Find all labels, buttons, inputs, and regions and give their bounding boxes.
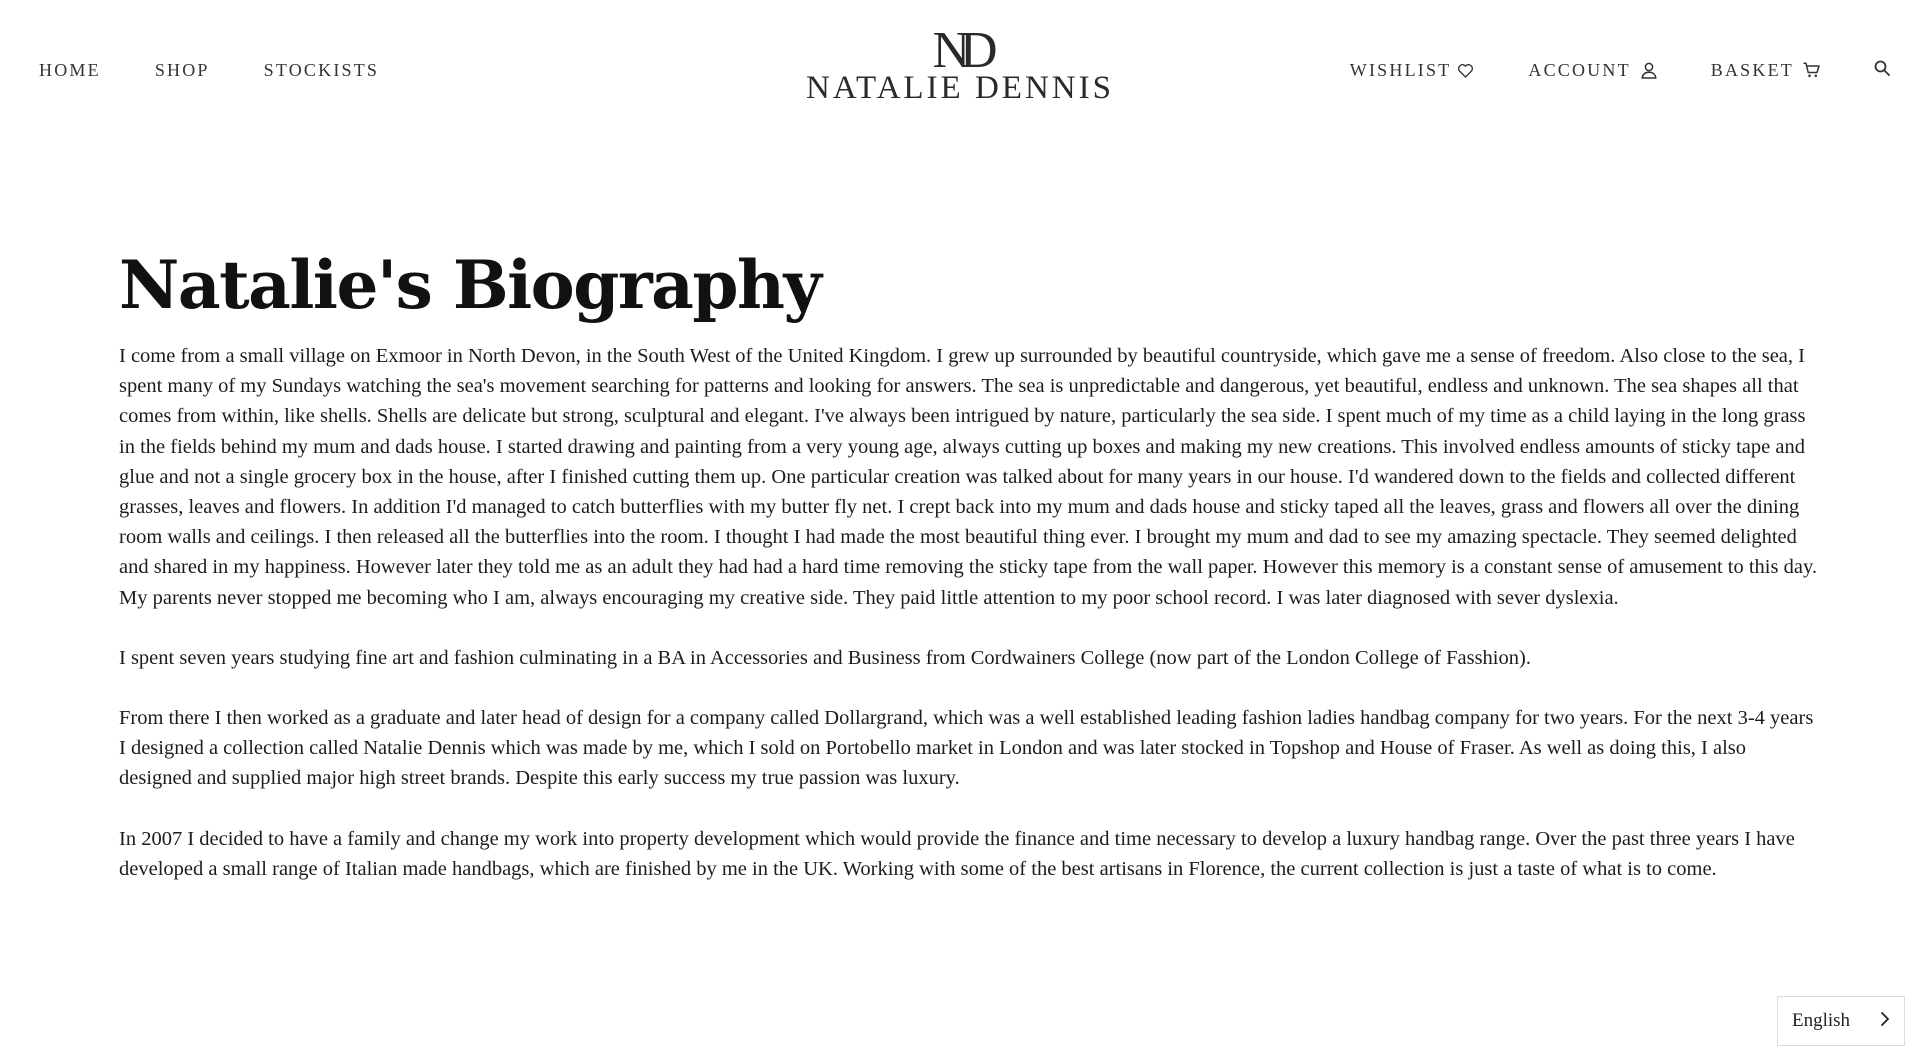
biography-content	[119, 245, 1819, 914]
heart-icon	[1457, 63, 1474, 78]
search-button[interactable]	[1874, 60, 1890, 81]
svg-text:ND: ND	[932, 26, 988, 72]
language-selector[interactable]	[1777, 996, 1905, 1046]
wishlist-label: WISHLIST	[1349, 60, 1452, 80]
bio-paragraph: I come from a small village on Exmoor in North Devon, in the South West of the United Kingdom. I grew up surrounded by beautiful countryside, which gave me a sense of freedom. Also close to the sea, I spent many of my Sundays watching the sea's movement searching for patterns and looking for answers. The sea is unpredictable and dangerous, yet beautiful, endless and unknown. The sea shapes all that comes from within, like shells. Shells are delicate but strong, sculptural and elegant. I've always been intrigued by nature, particularly the sea side. I spent much of my time as a child laying in the long grass in the fields behind my mum and dads house. I started drawing and painting from a very young age, always cutting up boxes and making my new creations. This involved endless amounts of sticky tape and glue and not a single grocery box in the house, after I finished cutting them up. One particular creation was talked about for many years in our house. I'd wandered down to the fields and collected different grasses, leaves and flowers. In addition I'd managed to catch butterflies with my butter fly net. I crept back into my mum and dads house and sticky taped all the leaves, grass and flowers all over the dining room walls and ceilings. I then released all the butterflies into the room. I thought I had made the most beautiful thing ever. I brought my mum and dad to see my amazing spectacle. They seemed delighted and shared in my happiness. However later they told me as an adult they had had a hard time removing the sticky tape from the wall paper. However this memory is a constant sense of amusement to this day. My parents never stopped me becoming who I am, always encouraging my creative side. They paid little attention to my poor school record. I was later diagnosed with sever dyslexia.	[119, 345, 1817, 609]
bio-paragraph: In 2007 I decided to have a family and change my work into property development which would provide the finance and time necessary to develop a luxury handbag range. Over the past three years I have developed a small range of Italian made handbags, which are finished by me in the UK. Working with some of the best artisans in Florence, the current collection is just a taste of what is to come.	[119, 827, 1795, 880]
bio-paragraph: I spent seven years studying fine art and fashion culminating in a BA in Accessories and Business from Cordwainers College (now part of the London College of Fasshion).	[119, 646, 1531, 669]
account-link[interactable]	[1528, 58, 1656, 82]
basket-link[interactable]	[1711, 58, 1820, 82]
cart-icon	[1803, 62, 1820, 78]
nav-shop-link[interactable]: SHOP	[154, 60, 210, 80]
search-icon	[1874, 60, 1890, 81]
biography-text	[119, 341, 1819, 884]
basket-label: BASKET	[1710, 60, 1794, 80]
account-label: ACCOUNT	[1528, 60, 1631, 80]
language-label: English	[1792, 1010, 1851, 1031]
page-title: Natalie's Biography	[119, 246, 821, 324]
account-nav	[1350, 58, 1890, 82]
site-logo[interactable]	[800, 26, 1120, 106]
logo-monogram	[918, 26, 1002, 72]
wishlist-link[interactable]	[1350, 58, 1475, 82]
user-icon	[1641, 62, 1657, 79]
chevron-right-icon	[1880, 1011, 1890, 1032]
primary-nav	[39, 58, 433, 82]
logo-wordmark: NATALIE DENNIS	[806, 70, 1114, 106]
site-header	[0, 0, 1920, 130]
nav-stockists-link[interactable]: STOCKISTS	[263, 60, 380, 80]
nav-home-link[interactable]: HOME	[39, 60, 101, 80]
bio-paragraph: From there I then worked as a graduate and later head of design for a company called Dollargrand, which was a well established leading fashion ladies handbag company for two years. For the next 3-4 years I designed a collection called Natalie Dennis which was made by me, which I sold on Portobello market in London and was later stocked in Topshop and House of Fraser. As well as doing this, I also designed and supplied major high street brands. Despite this early success my true passion was luxury.	[119, 707, 1814, 790]
